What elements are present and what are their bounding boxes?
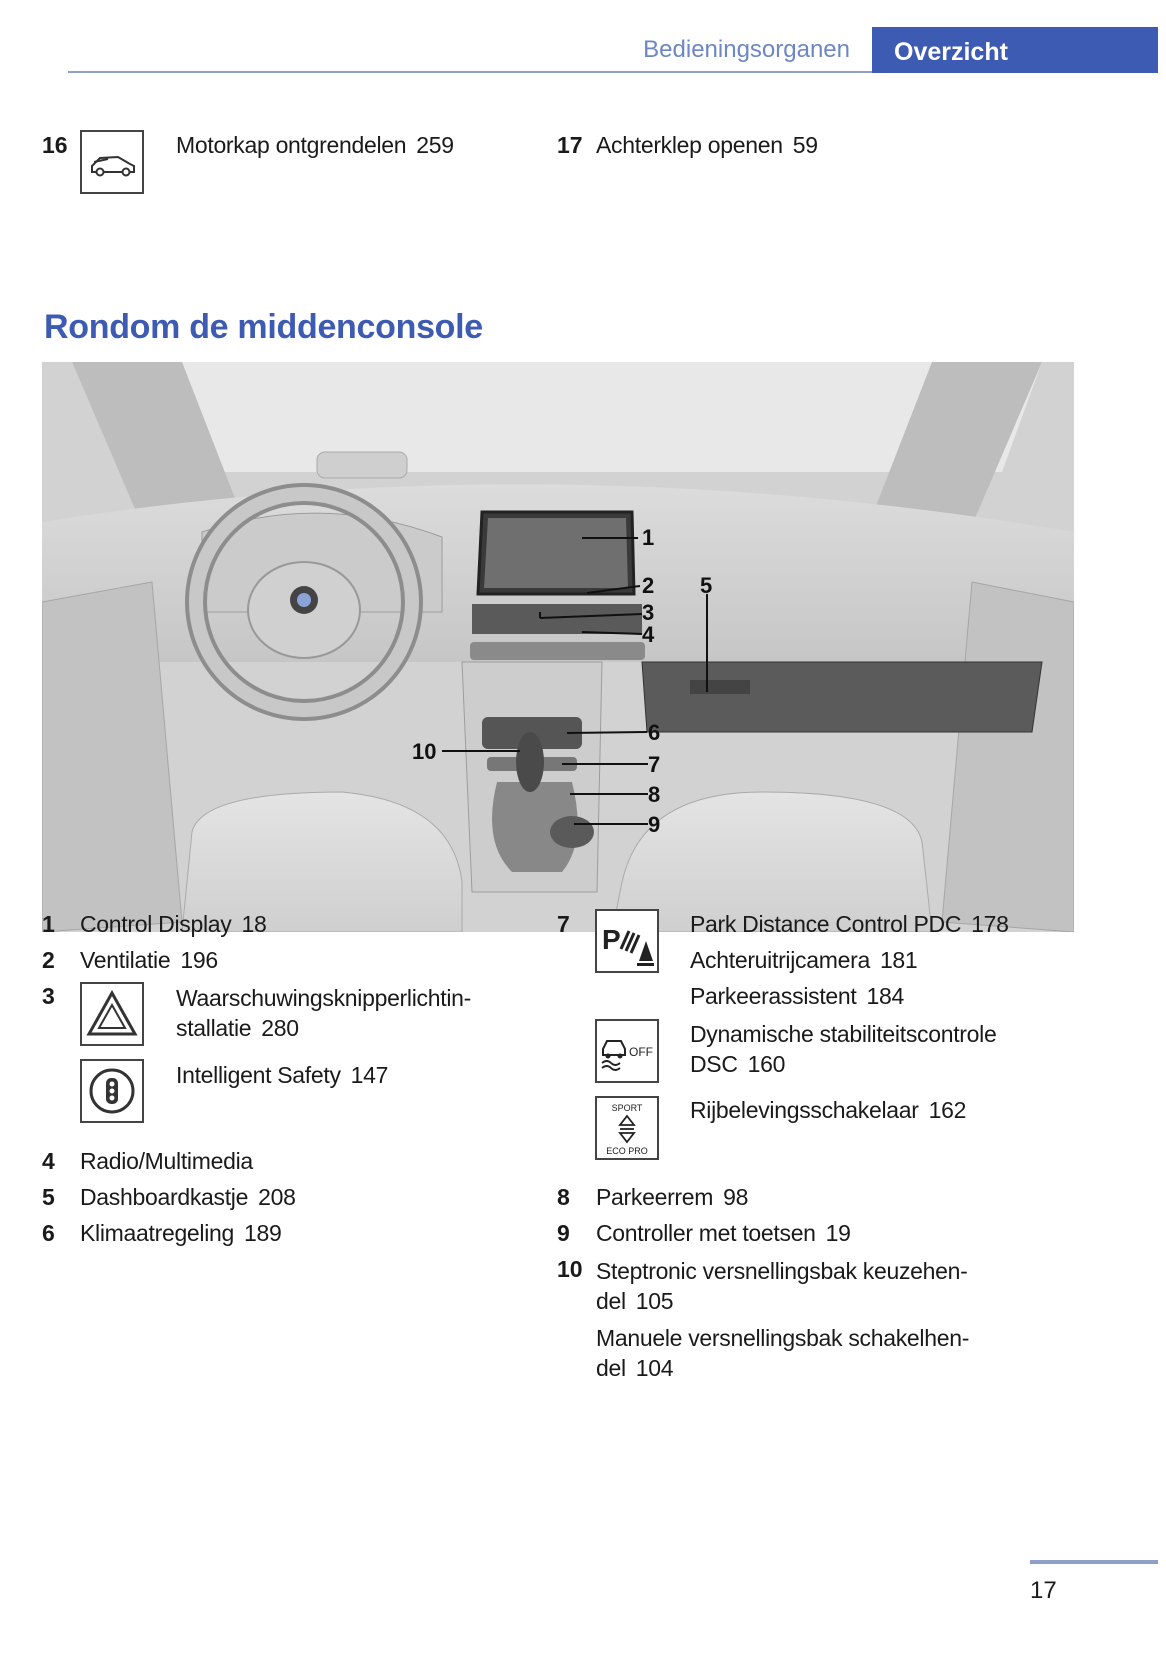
item-7e-label: Rijbelevingsschakelaar 162	[690, 1097, 967, 1123]
item-7d-page[interactable]: 160	[747, 1051, 786, 1077]
header-section-title: Bedieningsorganen	[643, 36, 850, 63]
callout-7: 7	[648, 752, 661, 777]
item-6-page[interactable]: 189	[244, 1220, 282, 1246]
item-17-number: 17	[557, 132, 583, 158]
item-16-page[interactable]: 259	[416, 132, 454, 158]
item-10-label: Steptronic versnellingsbak keuzehen- del 105	[596, 1258, 968, 1314]
callout-1: 1	[642, 525, 655, 550]
item-1-number: 1	[42, 911, 55, 937]
callout-2: 2	[642, 573, 655, 598]
intelligent-safety-icon	[80, 1059, 144, 1123]
dashboard-illustration	[42, 362, 1074, 932]
footer-rule	[1030, 1560, 1158, 1564]
dsc-off-icon-label: OFF	[629, 1045, 653, 1059]
item-6-number: 6	[42, 1220, 55, 1246]
driving-mode-sport: SPORT	[611, 1103, 643, 1113]
item-9-number: 9	[557, 1220, 570, 1246]
item-7-number: 7	[557, 911, 570, 937]
car-hood-icon	[80, 130, 144, 194]
item-5-page[interactable]: 208	[258, 1184, 296, 1210]
item-16-label: Motorkap ontgrendelen 259	[176, 132, 454, 158]
callout-10: 10	[412, 739, 437, 764]
item-2-label: Ventilatie 196	[80, 947, 218, 973]
item-17-page[interactable]: 59	[792, 132, 818, 158]
dashboard-drawing	[42, 362, 1074, 932]
dsc-off-icon	[595, 1019, 659, 1083]
item-3-page[interactable]: 280	[261, 1015, 299, 1041]
item-8-page[interactable]: 98	[723, 1184, 749, 1210]
item-4-label: Radio/Multimedia	[80, 1148, 253, 1174]
item-3b-label: Intelligent Safety 147	[176, 1062, 389, 1088]
park-distance-icon	[595, 909, 659, 973]
item-7b-label: Achteruitrijcamera 181	[690, 947, 918, 973]
callout-9: 9	[648, 812, 661, 837]
item-9-label: Controller met toetsen 19	[596, 1220, 851, 1246]
item-2-page[interactable]: 196	[180, 947, 218, 973]
item-1-page[interactable]: 18	[241, 911, 267, 937]
item-7c-label: Parkeerassistent 184	[690, 983, 904, 1009]
callout-4: 4	[642, 622, 655, 647]
item-10b-page[interactable]: 104	[635, 1355, 674, 1381]
item-1-label: Control Display 18	[80, 911, 267, 937]
item-7b-page[interactable]: 181	[879, 947, 918, 973]
hazard-warning-icon	[80, 982, 144, 1046]
item-7e-page[interactable]: 162	[928, 1097, 967, 1123]
driving-mode-eco-pro: ECO PRO	[606, 1146, 648, 1156]
item-2-number: 2	[42, 947, 55, 973]
item-7c-page[interactable]: 184	[866, 983, 904, 1009]
header-rule	[68, 71, 872, 73]
callout-8: 8	[648, 782, 661, 807]
item-9-page[interactable]: 19	[825, 1220, 851, 1246]
item-10b-label: Manuele versnellingsbak schakelhen- del 104	[596, 1325, 970, 1381]
item-7a-label: Park Distance Control PDC 178	[690, 911, 1009, 937]
item-5-label: Dashboardkastje 208	[80, 1184, 296, 1210]
item-3-label: Waarschuwingsknipperlichtin- stallatie 280	[176, 985, 471, 1041]
callout-3: 3	[642, 600, 655, 625]
callout-6: 6	[648, 720, 661, 745]
item-3-number: 3	[42, 983, 55, 1009]
driving-mode-icon	[595, 1096, 659, 1160]
page-number: 17	[1030, 1577, 1057, 1604]
item-16-number: 16	[42, 132, 68, 158]
item-7d-label: Dynamische stabiliteitscontrole DSC 160	[690, 1021, 997, 1077]
item-17-label: Achterklep openen 59	[596, 132, 818, 158]
item-10-page[interactable]: 105	[635, 1288, 674, 1314]
item-8-label: Parkeerrem 98	[596, 1184, 749, 1210]
item-4-number: 4	[42, 1148, 55, 1174]
svg-text:P: P	[602, 924, 621, 955]
item-10-number: 10	[557, 1256, 583, 1282]
header-tab-overzicht[interactable]: Overzicht	[872, 27, 1158, 73]
section-title: Rondom de middenconsole	[44, 308, 483, 346]
item-5-number: 5	[42, 1184, 55, 1210]
item-8-number: 8	[557, 1184, 570, 1210]
item-6-label: Klimaatregeling 189	[80, 1220, 282, 1246]
item-3b-page[interactable]: 147	[350, 1062, 389, 1088]
item-7a-page[interactable]: 178	[971, 911, 1009, 937]
callout-5: 5	[700, 573, 713, 598]
